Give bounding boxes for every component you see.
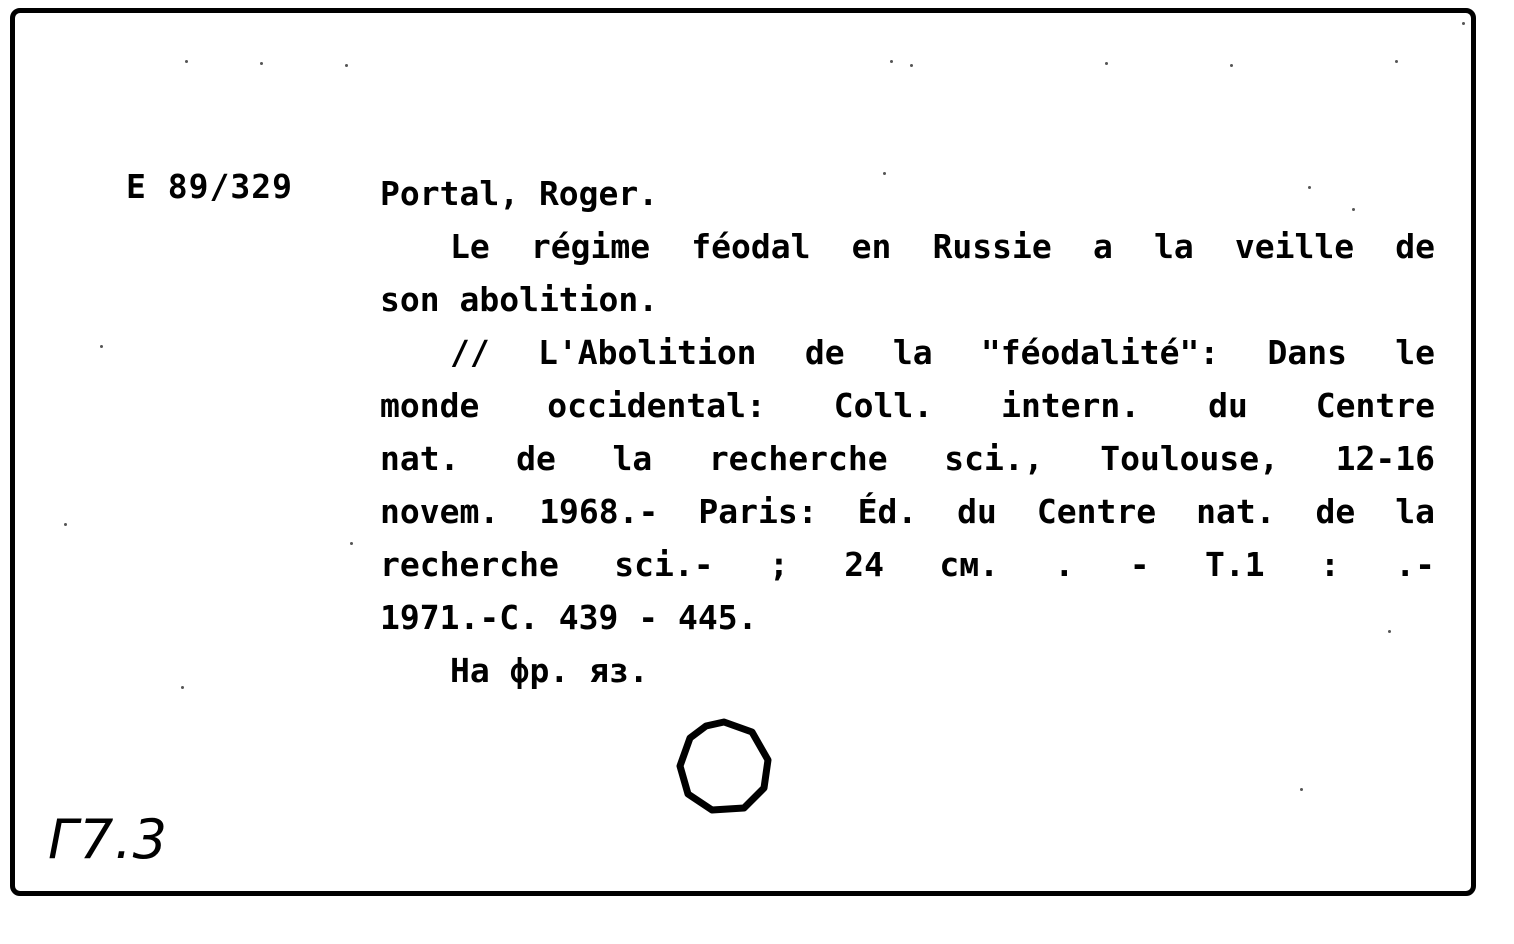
- source-line-1: // L'Abolition de la "féodalité": Dans le: [450, 333, 1435, 372]
- scan-speck: [1308, 186, 1311, 189]
- bibliographic-entry: [380, 167, 1435, 697]
- scan-speck: [1300, 788, 1303, 791]
- scan-speck: [1395, 60, 1398, 63]
- scan-speck: [1352, 208, 1355, 211]
- author-line: Portal, Roger.: [380, 174, 659, 213]
- source-line-5: recherche sci.- ; 24 см. . - Т.1 : .-: [380, 545, 1435, 584]
- handwritten-shelf-mark: Г7.3: [48, 808, 168, 871]
- scan-speck: [260, 62, 263, 65]
- source-line-3: nat. de la recherche sci., Toulouse, 12-16: [380, 439, 1435, 478]
- title-line-1: Le régime féodal en Russie a la veille de: [450, 227, 1435, 266]
- scan-speck: [1462, 22, 1465, 25]
- source-line-4: novem. 1968.- Paris: Éd. du Centre nat. de la: [380, 492, 1435, 531]
- scan-speck: [345, 64, 348, 67]
- scan-speck: [181, 686, 184, 689]
- punch-hole-icon: [676, 718, 772, 814]
- scan-speck: [64, 523, 67, 526]
- source-line-2: monde occidental: Coll. intern. du Centre: [380, 386, 1435, 425]
- scan-speck: [1230, 64, 1233, 67]
- scan-speck: [1105, 62, 1108, 65]
- scan-speck: [910, 64, 913, 67]
- scan-speck: [883, 172, 886, 175]
- scan-speck: [100, 345, 103, 348]
- source-line-6: 1971.-С. 439 - 445.: [380, 598, 758, 637]
- scan-speck: [350, 542, 353, 545]
- scan-speck: [1388, 630, 1391, 633]
- title-line-2: son abolition.: [380, 280, 659, 319]
- scan-speck: [890, 60, 893, 63]
- call-number: E 89/329: [126, 167, 293, 206]
- scan-speck: [185, 60, 188, 63]
- language-note: На фр. яз.: [450, 651, 649, 690]
